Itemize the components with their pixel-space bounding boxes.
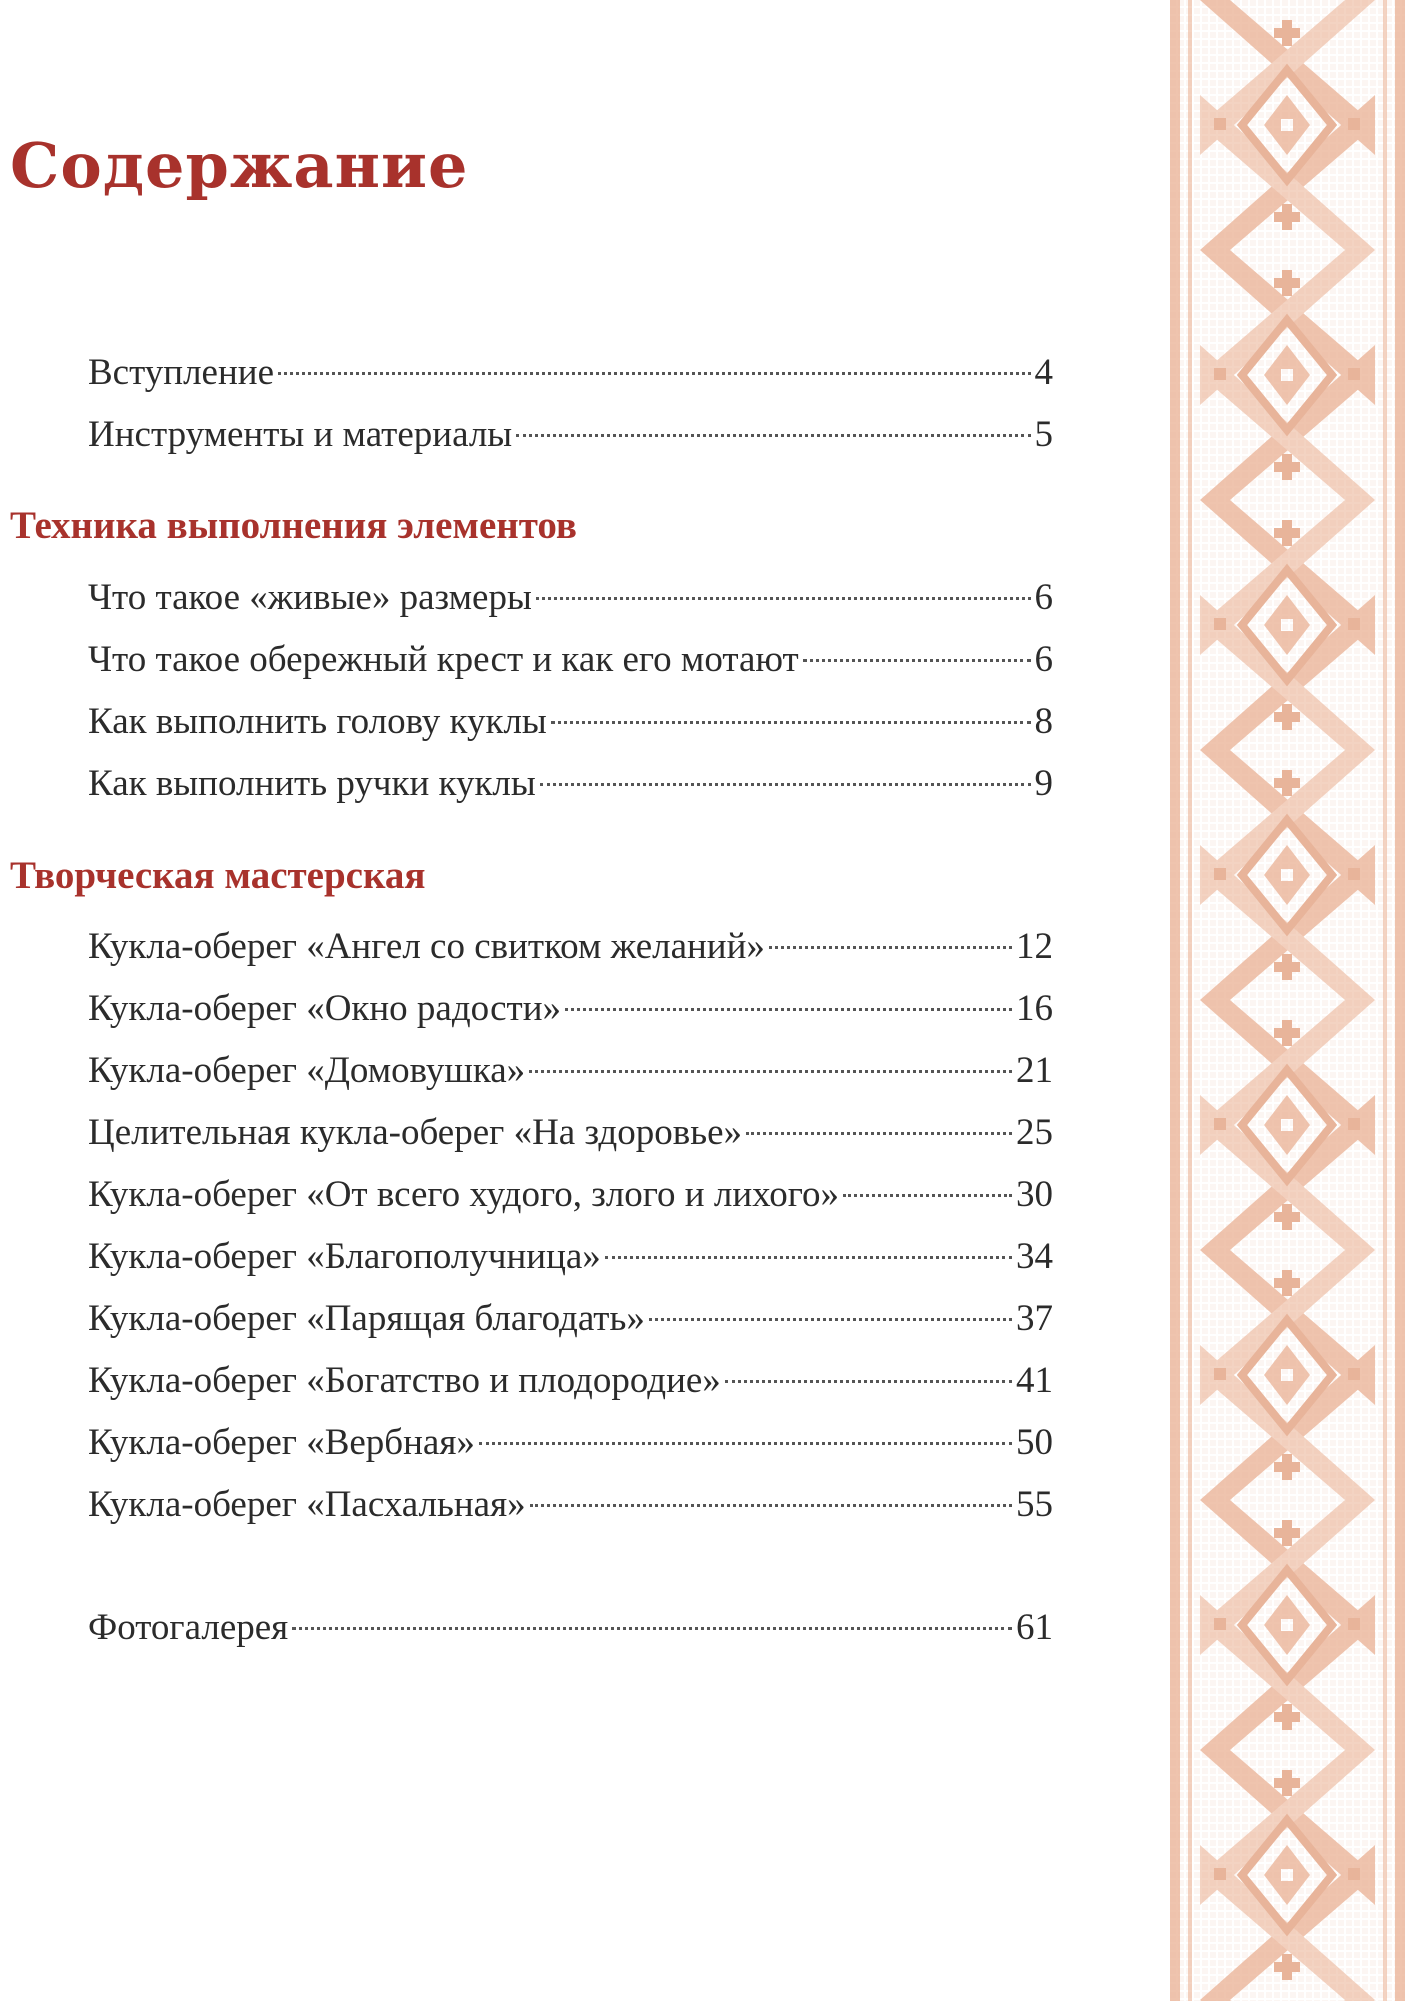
toc-entry[interactable]: [88, 1357, 1053, 1405]
embroidery-border: [1170, 0, 1405, 2001]
toc-entry[interactable]: [88, 411, 1053, 459]
toc-entry[interactable]: [88, 1419, 1053, 1467]
toc-leader-dots: [540, 783, 1031, 786]
toc-entry-page: 9: [1034, 763, 1053, 804]
toc-entry[interactable]: [88, 349, 1053, 397]
toc-entry-page: 8: [1034, 701, 1053, 742]
toc-entry[interactable]: [88, 1171, 1053, 1219]
toc-entry-page: 6: [1034, 639, 1053, 680]
toc-entry-page: 5: [1034, 414, 1053, 455]
toc-leader-dots: [605, 1256, 1012, 1259]
toc-leader-dots: [769, 946, 1012, 949]
toc-leader-dots: [530, 1504, 1012, 1507]
toc-leader-dots: [725, 1380, 1012, 1383]
toc-entry[interactable]: [88, 698, 1053, 746]
toc-entry-page: 37: [1016, 1298, 1053, 1339]
toc-leader-dots: [746, 1132, 1012, 1135]
page-title: Содержание: [10, 129, 469, 202]
toc-entry[interactable]: [88, 1481, 1053, 1529]
toc-leader-dots: [278, 372, 1031, 375]
toc-entry-label: Как выполнить ручки куклы: [88, 763, 536, 804]
toc-leader-dots: [551, 721, 1031, 724]
toc-entry[interactable]: [88, 1109, 1053, 1157]
toc-entry-label: Что такое «живые» размеры: [88, 577, 532, 618]
toc-leader-dots: [292, 1627, 1012, 1630]
toc-entry-label: Кукла-оберег «Парящая благодать»: [88, 1298, 645, 1339]
section-heading: Техника выполнения элементов: [10, 504, 577, 547]
toc-entry-label: Кукла-оберег «Окно радости»: [88, 988, 561, 1029]
toc-entry-page: 55: [1016, 1484, 1053, 1525]
toc-entry-page: 16: [1016, 988, 1053, 1029]
toc-entry[interactable]: [88, 1233, 1053, 1281]
toc-entry-label: Что такое обережный крест и как его мотают: [88, 639, 799, 680]
toc-entry-label: Целительная кукла-оберег «На здоровье»: [88, 1112, 743, 1153]
toc-entry-label: Кукла-оберег «Ангел со свитком желаний»: [88, 926, 765, 967]
toc-entry-page: 61: [1016, 1607, 1053, 1648]
toc-entry-label: Инструменты и материалы: [88, 414, 513, 455]
toc-leader-dots: [843, 1194, 1012, 1197]
toc-entry[interactable]: [88, 1047, 1053, 1095]
toc-entry[interactable]: [88, 574, 1053, 622]
toc-entry-label: Фотогалерея: [88, 1607, 289, 1648]
toc-entry-page: 6: [1034, 577, 1053, 618]
toc-leader-dots: [649, 1318, 1012, 1321]
toc-entry[interactable]: [88, 1295, 1053, 1343]
toc-entry-label: Как выполнить голову куклы: [88, 701, 547, 742]
toc-entry[interactable]: [88, 636, 1053, 684]
toc-entry-page: 25: [1016, 1112, 1053, 1153]
toc-entry[interactable]: [88, 985, 1053, 1033]
toc-entry[interactable]: [88, 1604, 1053, 1652]
toc-leader-dots: [529, 1070, 1012, 1073]
toc-entry-label: Кукла-оберег «Пасхальная»: [88, 1484, 526, 1525]
toc-leader-dots: [516, 434, 1030, 437]
toc-leader-dots: [479, 1442, 1012, 1445]
toc-entry-label: Кукла-оберег «Благополучница»: [88, 1236, 601, 1277]
toc-entry-page: 21: [1016, 1050, 1053, 1091]
toc-entry-page: 12: [1016, 926, 1053, 967]
toc-entry-page: 30: [1016, 1174, 1053, 1215]
toc-leader-dots: [536, 597, 1031, 600]
toc-entry-label: Кукла-оберег «Богатство и плодородие»: [88, 1360, 721, 1401]
toc-leader-dots: [803, 659, 1031, 662]
toc-entry[interactable]: [88, 760, 1053, 808]
toc-entry-label: Кукла-оберег «Домовушка»: [88, 1050, 526, 1091]
toc-leader-dots: [565, 1008, 1012, 1011]
toc-entry-page: 50: [1016, 1422, 1053, 1463]
toc-entry-page: 41: [1016, 1360, 1053, 1401]
section-heading: Творческая мастерская: [10, 854, 426, 897]
toc-entry-label: Кукла-оберег «Вербная»: [88, 1422, 475, 1463]
toc-entry-label: Вступление: [88, 352, 274, 393]
toc-entry-label: Кукла-оберег «От всего худого, злого и лихого»: [88, 1174, 839, 1215]
toc-entry-page: 4: [1034, 352, 1053, 393]
toc-entry-page: 34: [1016, 1236, 1053, 1277]
toc-entry[interactable]: [88, 923, 1053, 971]
